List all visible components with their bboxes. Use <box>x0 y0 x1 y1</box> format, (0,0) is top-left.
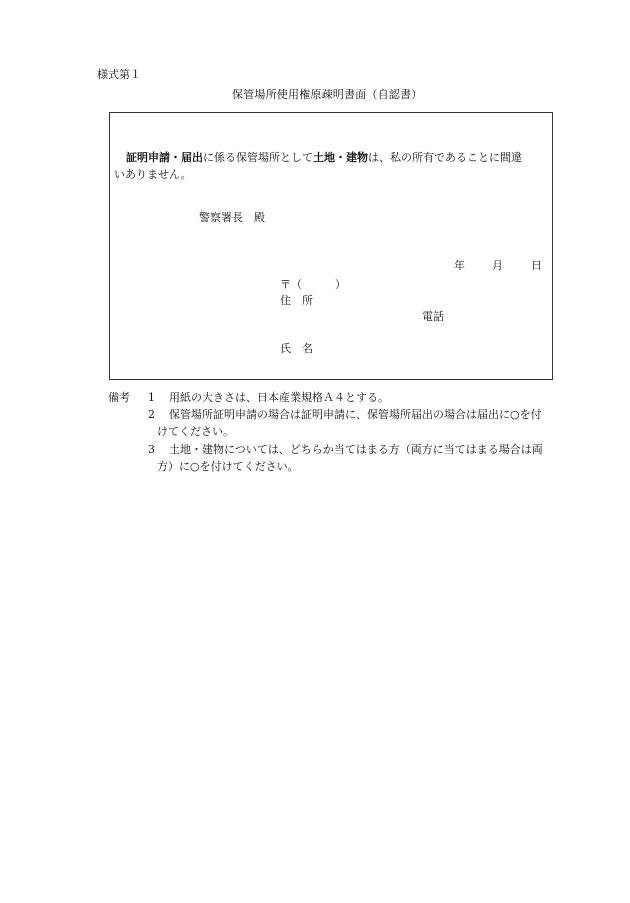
statement-bold-application: 証明申請・届出 <box>126 151 203 164</box>
remark-text <box>157 406 574 440</box>
declaration-statement <box>114 149 550 183</box>
remark-number: 1 <box>148 391 155 404</box>
remarks-heading: 備考 <box>108 391 130 404</box>
statement-text-2: は、私の所有であることに間違 <box>368 151 522 164</box>
date-month-label: 月 <box>492 259 503 272</box>
date-day-label: 日 <box>531 259 542 272</box>
date-field[interactable] <box>454 260 544 274</box>
address-label: 住 所 <box>280 294 313 307</box>
statement-text: に係る保管場所として <box>203 151 313 164</box>
remark-line-2: 方）に○を付けてください。 <box>157 460 299 473</box>
document-title: 保管場所使用権原疎明書面（自認書） <box>232 88 423 101</box>
declaration-frame <box>109 112 553 380</box>
statement-line-2: いありません。 <box>114 168 192 181</box>
phone-label: 電話 <box>422 310 444 323</box>
remark-text: 用紙の大きさは、日本産業規格Ａ４とする。 <box>169 391 389 404</box>
remark-text <box>157 441 574 475</box>
postal-code-field[interactable]: 〒（ ） <box>280 278 346 291</box>
addressee: 警察署長 殿 <box>199 211 265 224</box>
name-label: 氏 名 <box>280 342 313 355</box>
remark-number: 2 <box>148 408 155 421</box>
remark-line-1: 土地・建物については、どちらか当てはまる方（両方に当てはまる場合は両 <box>169 443 543 456</box>
remark-line-2: けてください。 <box>157 425 234 438</box>
statement-bold-land-building: 土地・建物 <box>313 151 368 164</box>
date-year-label: 年 <box>454 259 465 272</box>
remark-line-1: 保管場所証明申請の場合は証明申請に、保管場所届出の場合は届出に○を付 <box>169 408 542 421</box>
form-number: 様式第１ <box>97 68 141 81</box>
remark-number: 3 <box>148 443 155 456</box>
